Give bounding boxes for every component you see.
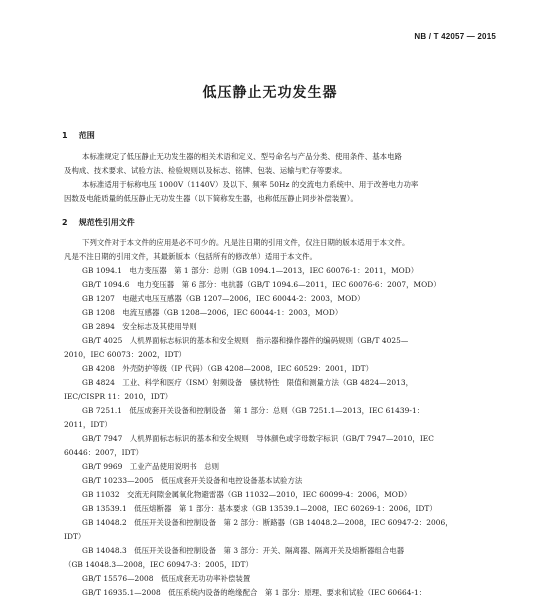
scope-line: 因数及电能质量的低压静止无功发生器（以下简称发生器，也称低压静止同步补偿装置）。 [64, 194, 358, 203]
document-title: 低压静止无功发生器 [202, 85, 338, 101]
reference-entry: GB/T 7947 人机界面标志标识的基本和安全规则 导体颜色或字母数字标识（GB/T 7947—2010，IEC [82, 434, 434, 443]
reference-intro-line: 凡是不注日期的引用文件，其最新版本（包括所有的修改单）适用于本文件。 [64, 252, 317, 261]
reference-entry: GB 1208 电流互感器（GB 1208—2006，IEC 60044-1：2003，MOD） [82, 308, 343, 317]
scope-line: 本标准适用于标称电压 1000V（1140V）及以下、频率 50Hz 的交流电力系统中、用于改善电力功率 [82, 180, 419, 189]
reference-entry: GB/T 1094.6 电力变压器 第 6 部分：电抗器（GB/T 1094.6—2011，IEC 60076-6：2007，MOD） [82, 280, 441, 289]
scope-line: 及构成、技术要求、试验方法、检验规则以及标志、铭牌、包装、运输与贮存等要求。 [64, 166, 347, 175]
standard-code: NB / T 42057 — 2015 [414, 32, 496, 41]
reference-entry-continuation: 2011，IDT） [64, 420, 112, 429]
reference-entry-continuation: IDT） [64, 532, 86, 541]
reference-intro-line: 下列文件对于本文件的应用是必不可少的。凡是注日期的引用文件，仅注日期的版本适用于本文件。 [82, 238, 410, 247]
scope-line: 本标准规定了低压静止无功发生器的相关术语和定义、型号命名与产品分类、使用条件、基本电路 [82, 152, 402, 161]
reference-entry: GB 2894 安全标志及其使用导则 [82, 322, 197, 331]
section-2-title: 规范性引用文件 [78, 218, 135, 227]
reference-entry: GB 14048.2 低压开关设备和控制设备 第 2 部分：断路器（GB 14048.2—2008，IEC 60947-2：2006， [82, 518, 453, 527]
section-1-heading [62, 130, 95, 141]
reference-entry: GB 11032 交流无间隙金属氧化物避雷器（GB 11032—2010，IEC 60099-4：2006，MOD） [82, 490, 412, 499]
reference-entry-continuation: （GB 14048.3—2008，IEC 60947-3：2005，IDT） [64, 560, 253, 569]
reference-entry: GB 7251.1 低压成套开关设备和控制设备 第 1 部分：总则（GB 7251.1—2013，IEC 61439-1： [82, 406, 425, 415]
reference-entry: GB 14048.3 低压开关设备和控制设备 第 3 部分：开关、隔离器、隔离开关及熔断器组合电器 [82, 546, 405, 555]
reference-entry: GB 1094.1 电力变压器 第 1 部分：总则（GB 1094.1—2013，IEC 60076-1：2011，MOD） [82, 266, 419, 275]
reference-entry: GB 13539.1 低压熔断器 第 1 部分：基本要求（GB 13539.1—2008，IEC 60269-1：2006，IDT） [82, 504, 437, 513]
reference-entry: GB 1207 电磁式电压互感器（GB 1207—2006，IEC 60044-2：2003，MOD） [82, 294, 365, 303]
reference-entry-continuation: 2010，IEC 60073：2002，IDT） [64, 350, 186, 359]
reference-entry: GB/T 16935.1—2008 低压系统内设备的绝缘配合 第 1 部分：原理、要求和试验（IEC 60664-1： [82, 588, 427, 597]
reference-entry: GB/T 9969 工业产品使用说明书 总则 [82, 462, 220, 471]
section-2-number: 2 [62, 218, 68, 227]
section-1-number: 1 [62, 131, 68, 140]
section-1-title: 范围 [78, 131, 95, 140]
reference-entry: GB 4824 工业、科学和医疗（ISM）射频设备 骚扰特性 限值和测量方法（GB 4824—2013， [82, 378, 414, 387]
reference-entry: GB/T 15576—2008 低压成套无功功率补偿装置 [82, 574, 251, 583]
reference-entry-continuation: 60446：2007，IDT） [64, 448, 144, 457]
reference-entry: GB/T 4025 人机界面标志标识的基本和安全规则 指示器和操作器件的编码规则（GB/T 4025— [82, 336, 409, 345]
reference-entry: GB 4208 外壳防护等级（IP 代码）（GB 4208—2008，IEC 60529：2001，IDT） [82, 364, 374, 373]
section-2-heading [62, 217, 135, 228]
reference-entry-continuation: IEC/CISPR 11：2010，IDT） [64, 392, 173, 401]
reference-entry: GB/T 10233—2005 低压成套开关设备和电控设备基本试验方法 [82, 476, 303, 485]
